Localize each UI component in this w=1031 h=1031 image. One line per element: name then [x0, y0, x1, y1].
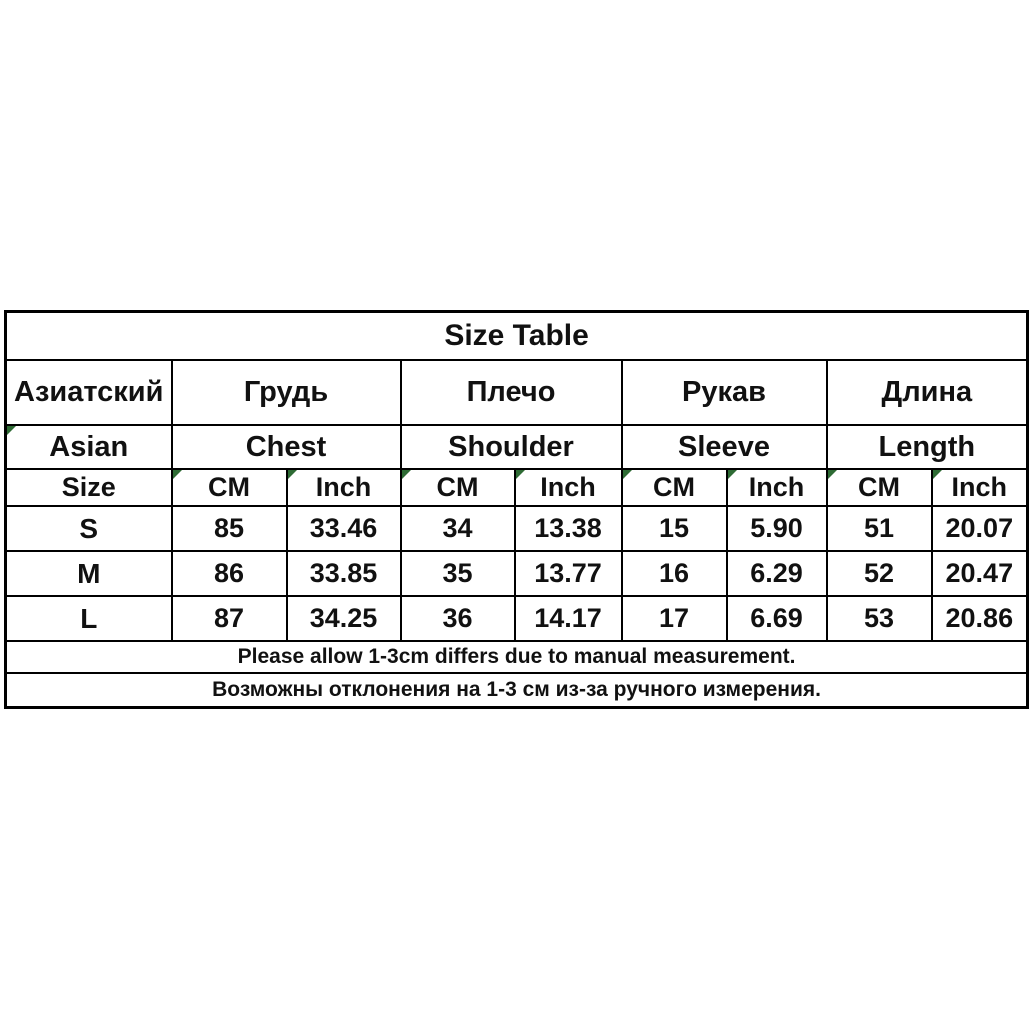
value-shoulder-cm: 36	[401, 596, 515, 641]
table-row	[6, 312, 1028, 361]
cell-flag-icon	[623, 470, 632, 479]
value-length-cm: 51	[827, 506, 932, 551]
unit-label: CM	[653, 472, 695, 502]
value-chest-inch: 33.85	[287, 551, 401, 596]
value-length-inch: 20.07	[932, 506, 1028, 551]
unit-chest-inch	[287, 469, 401, 506]
table-row-size-m	[6, 551, 1028, 596]
header-en-length: Length	[827, 425, 1028, 469]
header-ru-sleeve: Рукав	[622, 360, 827, 425]
header-en-size-label: Asian	[49, 430, 129, 463]
size-table-grid	[4, 310, 1029, 709]
size-cell: L	[6, 596, 172, 641]
unit-label: Inch	[748, 472, 805, 502]
table-row	[6, 360, 1028, 425]
cell-flag-icon	[728, 470, 737, 479]
unit-label: CM	[858, 472, 900, 502]
value-sleeve-cm: 15	[622, 506, 727, 551]
cell-flag-icon	[173, 470, 182, 479]
unit-shoulder-cm	[401, 469, 515, 506]
header-ru-chest: Грудь	[172, 360, 401, 425]
value-chest-cm: 86	[172, 551, 287, 596]
value-shoulder-inch: 13.38	[515, 506, 622, 551]
value-length-cm: 52	[827, 551, 932, 596]
unit-length-cm	[827, 469, 932, 506]
value-chest-cm: 87	[172, 596, 287, 641]
cell-flag-icon	[933, 470, 942, 479]
unit-label: CM	[436, 472, 479, 502]
table-row	[6, 641, 1028, 673]
value-sleeve-inch: 5.90	[727, 506, 827, 551]
unit-chest-cm	[172, 469, 287, 506]
unit-size: Size	[6, 469, 172, 506]
unit-label: Inch	[540, 472, 596, 502]
value-sleeve-inch: 6.69	[727, 596, 827, 641]
unit-label: Inch	[951, 472, 1008, 502]
header-ru-length: Длина	[827, 360, 1028, 425]
value-shoulder-cm: 35	[401, 551, 515, 596]
size-table	[4, 310, 1026, 709]
table-row	[6, 469, 1028, 506]
note-russian: Возможны отклонения на 1-3 см из-за ручного измерения.	[6, 673, 1028, 708]
size-cell: M	[6, 551, 172, 596]
header-ru-shoulder: Плечо	[401, 360, 622, 425]
value-length-inch: 20.86	[932, 596, 1028, 641]
header-en-size	[6, 425, 172, 469]
unit-label: Inch	[315, 472, 372, 502]
cell-flag-icon	[288, 470, 297, 479]
header-ru-size: Азиатский	[6, 360, 172, 425]
value-sleeve-cm: 17	[622, 596, 727, 641]
header-en-sleeve: Sleeve	[622, 425, 827, 469]
cell-flag-icon	[402, 470, 411, 479]
value-chest-inch: 33.46	[287, 506, 401, 551]
unit-label: CM	[208, 472, 250, 502]
value-sleeve-inch: 6.29	[727, 551, 827, 596]
value-chest-cm: 85	[172, 506, 287, 551]
value-length-cm: 53	[827, 596, 932, 641]
table-row-size-s	[6, 506, 1028, 551]
value-shoulder-inch: 14.17	[515, 596, 622, 641]
size-cell: S	[6, 506, 172, 551]
unit-sleeve-inch	[727, 469, 827, 506]
value-length-inch: 20.47	[932, 551, 1028, 596]
value-sleeve-cm: 16	[622, 551, 727, 596]
cell-flag-icon	[516, 470, 525, 479]
table-title: Size Table	[6, 312, 1028, 361]
cell-flag-icon	[7, 426, 16, 435]
unit-sleeve-cm	[622, 469, 727, 506]
unit-shoulder-inch	[515, 469, 622, 506]
value-shoulder-cm: 34	[401, 506, 515, 551]
table-row	[6, 425, 1028, 469]
cell-flag-icon	[828, 470, 837, 479]
table-row	[6, 673, 1028, 708]
note-english: Please allow 1-3cm differs due to manual measurement.	[6, 641, 1028, 673]
value-chest-inch: 34.25	[287, 596, 401, 641]
table-row-size-l	[6, 596, 1028, 641]
header-en-shoulder: Shoulder	[401, 425, 622, 469]
header-en-chest: Chest	[172, 425, 401, 469]
value-shoulder-inch: 13.77	[515, 551, 622, 596]
unit-length-inch	[932, 469, 1028, 506]
